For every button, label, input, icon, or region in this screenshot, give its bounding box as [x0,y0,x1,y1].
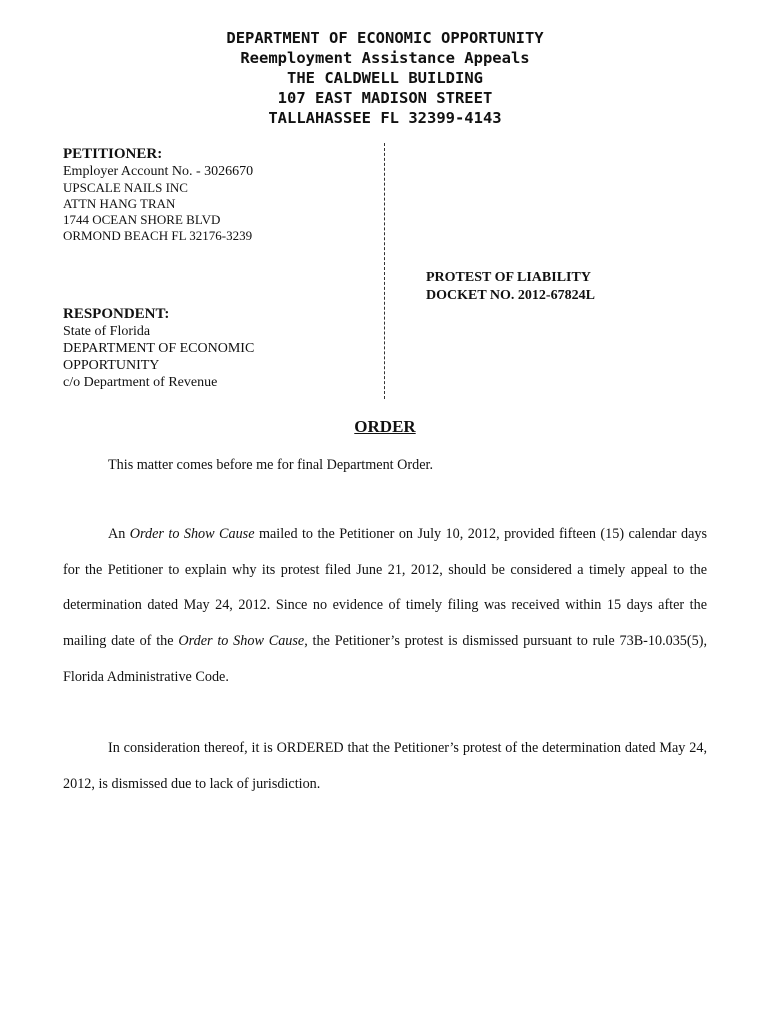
docket-number: DOCKET NO. 2012-67824L [426,288,595,303]
petitioner-address-line: 1744 OCEAN SHORE BLVD [63,212,221,227]
respondent-line: DEPARTMENT OF ECONOMIC [63,341,255,356]
order-paragraph-1: An Order to Show Cause mailed to the Petitioner on July 10, 2012, provided fifteen (15) calendar days for the Petitioner to explain why its protest filed June 21, 2012, should be considered a timely appeal to the determination dated May 24, 2012. Since no evidence of timely filing was received within 15 days after the mailing date of the Order to Show Cause, the Petitioner’s protest is dismissed pursuant to rule 73B-10.035(5), Florida Administrative Code. [63,526,707,685]
petitioner-address-line: UPSCALE NAILS INC [63,180,188,195]
petitioner-address-line: ORMOND BEACH FL 32176-3239 [63,228,253,243]
respondent-label: RESPONDENT: [63,306,170,322]
petitioner-block [63,146,253,244]
respondent-line: c/o Department of Revenue [63,375,218,390]
department-name: DEPARTMENT OF ECONOMIC OPPORTUNITY [226,29,544,47]
respondent-line: State of Florida [63,324,151,339]
order-intro: This matter comes before me for final Department Order. [108,457,434,473]
building-name: THE CALDWELL BUILDING [287,69,483,87]
employer-account: Employer Account No. - 3026670 [63,164,254,179]
petitioner-label: PETITIONER: [63,146,163,162]
case-type: PROTEST OF LIABILITY [426,270,591,285]
order-to-show-cause-title: Order to Show Cause [129,526,255,542]
respondent-line: OPPORTUNITY [63,358,160,373]
city-state-zip: TALLAHASSEE FL 32399-4143 [268,109,502,127]
case-caption [426,269,595,305]
document-header [0,28,770,128]
petitioner-address-line: ATTN HANG TRAN [63,196,176,211]
division-name: Reemployment Assistance Appeals [240,49,530,67]
street-address: 107 EAST MADISON STREET [277,89,493,107]
respondent-block [63,306,254,391]
order-paragraph-2: In consideration thereof, it is ORDERED that the Petitioner’s protest of the determination dated May 24, 2012, is dismissed due to lack of jurisdiction. [63,740,707,792]
order-title: ORDER [354,417,416,436]
order-to-show-cause-title: Order to Show Cause [178,633,305,650]
caption-divider [384,143,385,399]
